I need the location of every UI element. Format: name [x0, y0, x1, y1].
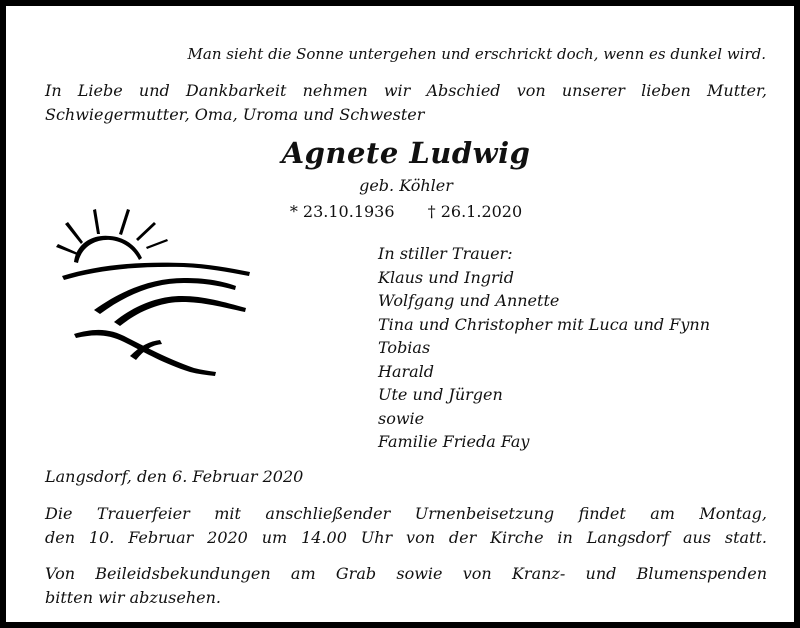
list-item: Tina und Christopher mit Luca und Fynn — [378, 314, 710, 334]
list-item: Tobias — [378, 338, 431, 357]
ceremony-line: den 10. Februar 2020 um 14.00 Uhr von der Kirche in Langsdorf aus statt. — [45, 528, 767, 547]
farewell-line: In Liebe und Dankbarkeit nehmen wir Abschied von unserer lieben Mutter, — [45, 81, 767, 100]
list-item: sowie — [378, 408, 425, 428]
condolence-line: bitten wir abzusehen. — [45, 588, 221, 607]
birth-date: * 23.10.1936 — [289, 202, 395, 221]
ceremony-info — [45, 502, 767, 550]
mourners-list — [378, 242, 710, 454]
motto-quote: Man sieht die Sonne untergehen und erschrickt doch, wenn es dunkel wird. — [187, 45, 766, 63]
condolence-note — [45, 562, 767, 610]
ceremony-line: Die Trauerfeier mit anschließender Urnenbeisetzung findet am Montag, — [45, 504, 767, 523]
list-item: Familie Frieda Fay — [378, 432, 530, 451]
sunset-hills-icon — [44, 206, 254, 376]
condolence-line: Von Beileidsbekundungen am Grab sowie von Kranz- und Blumenspenden — [45, 564, 767, 583]
place-date: Langsdorf, den 6. Februar 2020 — [45, 467, 304, 486]
deceased-name: Agnete Ludwig — [281, 136, 531, 170]
list-item: Klaus und Ingrid — [378, 267, 515, 287]
mourners-heading: In stiller Trauer: — [378, 244, 513, 263]
maiden-name: geb. Köhler — [359, 176, 453, 195]
death-date: † 26.1.2020 — [427, 202, 523, 221]
farewell-text — [45, 79, 767, 127]
list-item: Wolfgang und Annette — [378, 291, 560, 310]
list-item: Ute und Jürgen — [378, 385, 503, 404]
list-item: Harald — [378, 361, 435, 381]
farewell-line: Schwiegermutter, Oma, Uroma und Schwester — [45, 105, 425, 124]
